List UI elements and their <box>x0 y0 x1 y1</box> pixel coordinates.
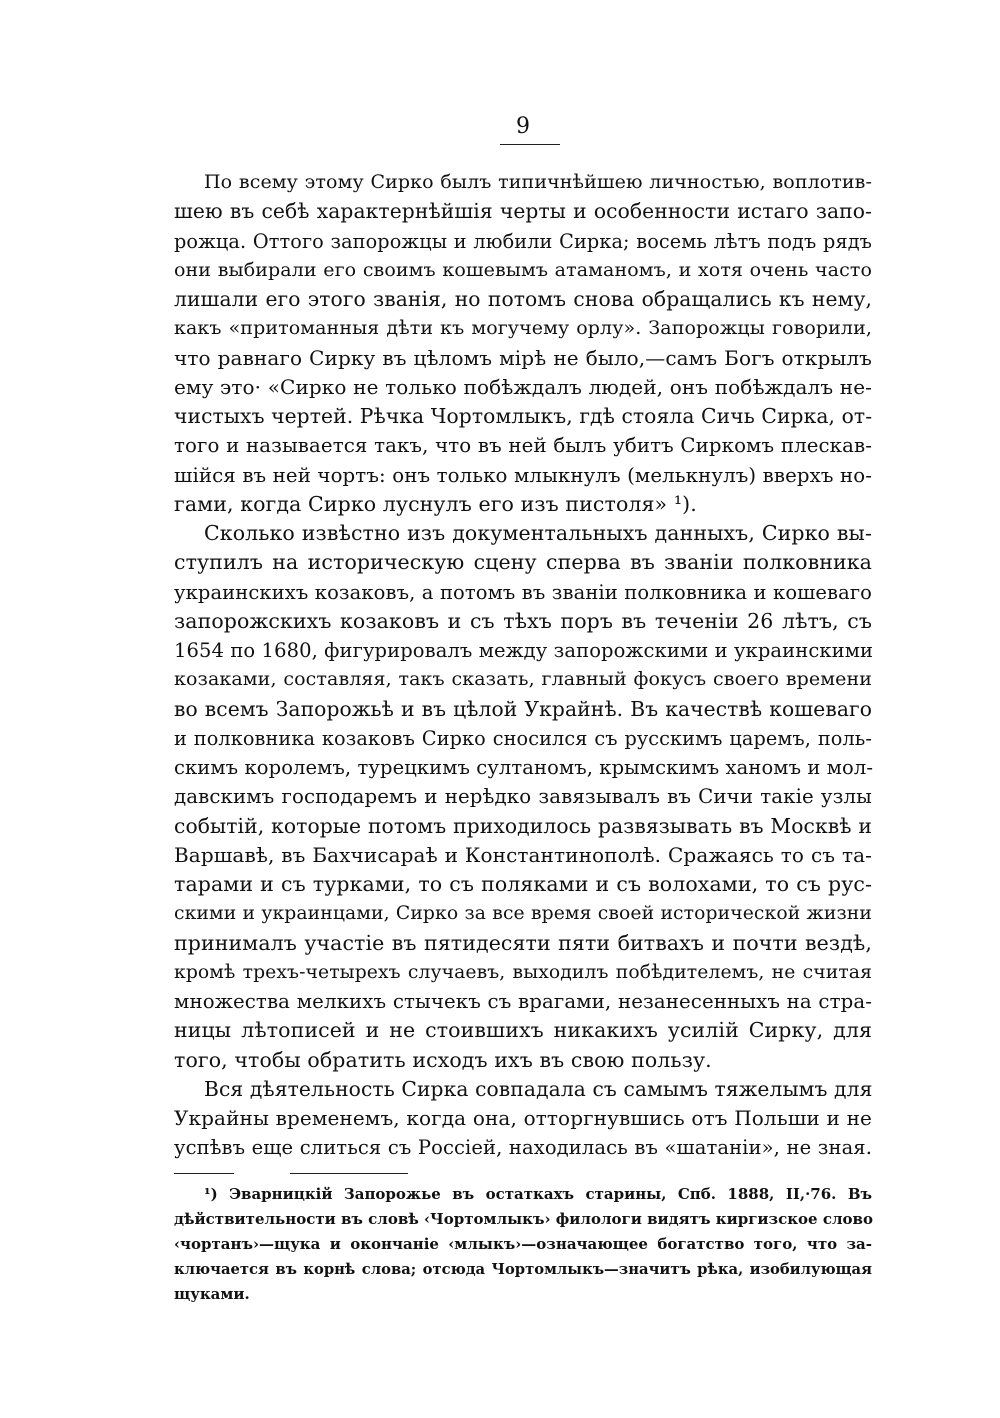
footnote-line: щуками. <box>174 1285 250 1303</box>
text-line: ступилъ на историческую сцену сперва въ званіи полковника <box>174 550 872 575</box>
page-number-underline <box>500 144 560 145</box>
text-line: украинскихъ козаковъ, а потомъ въ званіи полковника и кошеваго <box>174 580 872 604</box>
main-text <box>174 168 872 1163</box>
text-line: и полковника козаковъ Сирко сносился съ русскимъ царемъ, поль- <box>174 726 872 750</box>
text-line: во всемъ Запорожьѣ и въ цѣлой Украйнѣ. Въ качествѣ кошеваго <box>174 696 872 721</box>
text-line: кромѣ трехъ-четырехъ случаевъ, выходилъ побѣдителемъ, не считая <box>174 961 872 983</box>
text-line: рожца. Оттого запорожцы и любили Сирка; восемь лѣтъ подъ рядъ <box>174 229 872 253</box>
text-line: множества мелкихъ стычекъ съ врагами, незанесенныхъ на стра- <box>174 990 872 1013</box>
text-line: какъ «притоманныя дѣти къ могучему орлу». Запорожцы говорили, <box>174 317 872 340</box>
text-line: козаками, составляя, такъ сказать, главный фокусъ своего времени <box>174 668 872 691</box>
footnote <box>174 1182 872 1307</box>
text-line: принималъ участіе въ пятидесяти пяти битвахъ и почти вездѣ, <box>174 930 872 955</box>
footnote-line: дѣйствительности въ словѣ ‹Чортомлыкъ› филологи видятъ киргизское слово <box>174 1210 873 1228</box>
text-line: Сколько извѣстно изъ документальныхъ данныхъ, Сирко вы- <box>204 521 872 545</box>
text-line: ему это· «Сирко не только побѣждалъ людей, онъ побѣждалъ не- <box>174 374 872 399</box>
text-line: По всему этому Сирко былъ типичнѣйшею личностью, воплотив- <box>204 171 872 193</box>
footnote-line: ‹чортанъ›—щука и окончаніе ‹млыкъ›—означающее богатство того, что за- <box>174 1235 872 1253</box>
footnote-line: ключается въ корнѣ слова; отсюда Чортомлыкъ—значитъ рѣка, изобилующая <box>174 1261 872 1278</box>
text-line: скимъ королемъ, турецкимъ султаномъ, крымскимъ ханомъ и мол- <box>174 756 874 779</box>
footnote-rule-short <box>174 1173 234 1174</box>
text-line: скими и украинцами, Сирко за все время своей исторической жизни <box>174 903 872 925</box>
text-line: запорожскихъ козаковъ и съ тѣхъ поръ въ теченіи 26 лѣтъ, съ <box>174 608 872 633</box>
text-line: они выбирали его своимъ кошевымъ атаманомъ, и хотя очень часто <box>174 258 872 281</box>
text-line: лишали его этого званія, но потомъ снова обращались къ нему, <box>174 287 872 311</box>
footnote-line: ¹) Эварницкій Запорожье въ остаткахъ старины, Спб. 1888, II,·76. Въ <box>204 1185 872 1203</box>
text-line: 1654 по 1680, фигурировалъ между запорожскими и украинскими <box>174 639 874 662</box>
footnote-rule-long <box>290 1173 408 1174</box>
text-line: шійся въ ней чортъ: онъ только млыкнулъ (мелькнулъ) вверхъ но- <box>174 463 872 487</box>
text-line: чистыхъ чертей. Рѣчка Чортомлыкъ, гдѣ стояла Сичь Сирка, от- <box>174 404 873 428</box>
text-line: шею въ себѣ характернѣйшія черты и особенности истаго запо- <box>174 199 872 224</box>
footnote-separator <box>174 1173 414 1175</box>
text-line: Вся дѣятельность Сирка совпадала съ самымъ тяжелымъ для <box>204 1076 873 1101</box>
text-line: гами, когда Сирко луснулъ его изъ пистоля» ¹). <box>174 491 697 516</box>
text-line: что равнаго Сирку въ цѣломъ мірѣ не было,—самъ Богъ открылъ <box>174 345 872 370</box>
text-line: Варшавѣ, въ Бахчисараѣ и Константинополѣ. Сражаясь то съ та- <box>174 842 872 867</box>
text-line: успѣвъ еще слиться съ Россіей, находилась въ «шатаніи», не зная. <box>174 1136 872 1160</box>
text-line: тарами и съ турками, то съ поляками и съ волохами, то съ рус- <box>174 872 872 896</box>
text-line: событій, которые потомъ приходилось развязывать въ Москвѣ и <box>174 813 872 838</box>
text-line: давскимъ господаремъ и нерѣдко завязывалъ въ Сичи такіе узлы <box>174 785 872 809</box>
page-number: 9 <box>516 114 530 139</box>
text-line: Украйны временемъ, когда она, отторгнувшись отъ Польши и не <box>174 1106 872 1130</box>
text-line: того, чтобы обратить исходъ ихъ въ свою пользу. <box>174 1047 712 1072</box>
text-line: ницы лѣтописей и не стоившихъ никакихъ усилій Сирку, для <box>174 1018 872 1043</box>
text-line: того и называется такъ, что въ ней былъ убитъ Сиркомъ плескав- <box>174 434 872 458</box>
